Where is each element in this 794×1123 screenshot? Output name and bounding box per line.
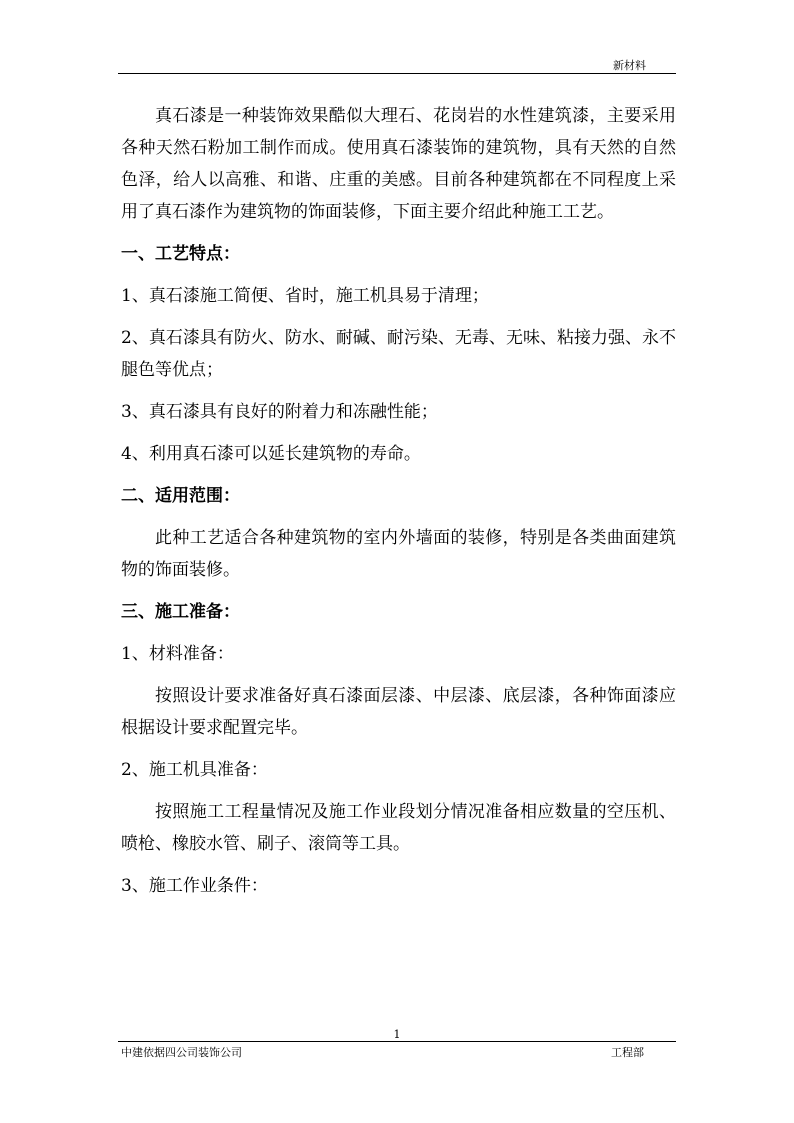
feature-item-2: 2、真石漆具有防火、防水、耐碱、耐污染、无毒、无味、粘接力强、永不腿色等优点； (121, 328, 676, 380)
section-2-paragraph: 此种工艺适合各种建筑物的室内外墙面的装修，特别是各类曲面建筑物的饰面装修。 (121, 528, 676, 580)
subsection-material-title: 1、材料准备： (121, 644, 234, 664)
footer-rule (118, 1041, 676, 1042)
document-body (121, 100, 676, 912)
section-1-heading: 一、工艺特点： (121, 244, 240, 264)
footer-department: 工程部 (611, 1046, 644, 1059)
page-number: 1 (393, 1028, 401, 1041)
header-rule (118, 73, 676, 74)
section-3-heading: 三、施工准备： (121, 602, 240, 622)
footer-company: 中建依据四公司装饰公司 (121, 1046, 242, 1059)
subsection-material-text: 按照设计要求准备好真石漆面层漆、中层漆、底层漆，各种饰面漆应根据设计要求配置完毕。 (121, 686, 676, 738)
feature-item-1: 1、真石漆施工简便、省时，施工机具易于清理； (121, 286, 489, 306)
intro-paragraph: 真石漆是一种装饰效果酷似大理石、花岗岩的水性建筑漆，主要采用各种天然石粉加工制作而成。使用真石漆装饰的建筑物，具有天然的自然色泽，给人以高雅、和谐、庄重的美感。目前各种建筑都在不同程度上采用了真石漆作为建筑物的饰面装修，下面主要介绍此种施工工艺。 (121, 106, 676, 222)
feature-item-4: 4、利用真石漆可以延长建筑物的寿命。 (121, 444, 421, 464)
subsection-tools-title: 2、施工机具准备： (121, 760, 268, 780)
subsection-tools-text: 按照施工工程量情况及施工作业段划分情况准备相应数量的空压机、喷枪、橡胶水管、刷子、滚筒等工具。 (121, 802, 676, 854)
header-label: 新材料 (613, 59, 646, 72)
section-2-heading: 二、适用范围： (121, 486, 240, 506)
subsection-conditions-title: 3、施工作业条件： (121, 876, 268, 896)
feature-item-3: 3、真石漆具有良好的附着力和冻融性能； (121, 402, 438, 422)
